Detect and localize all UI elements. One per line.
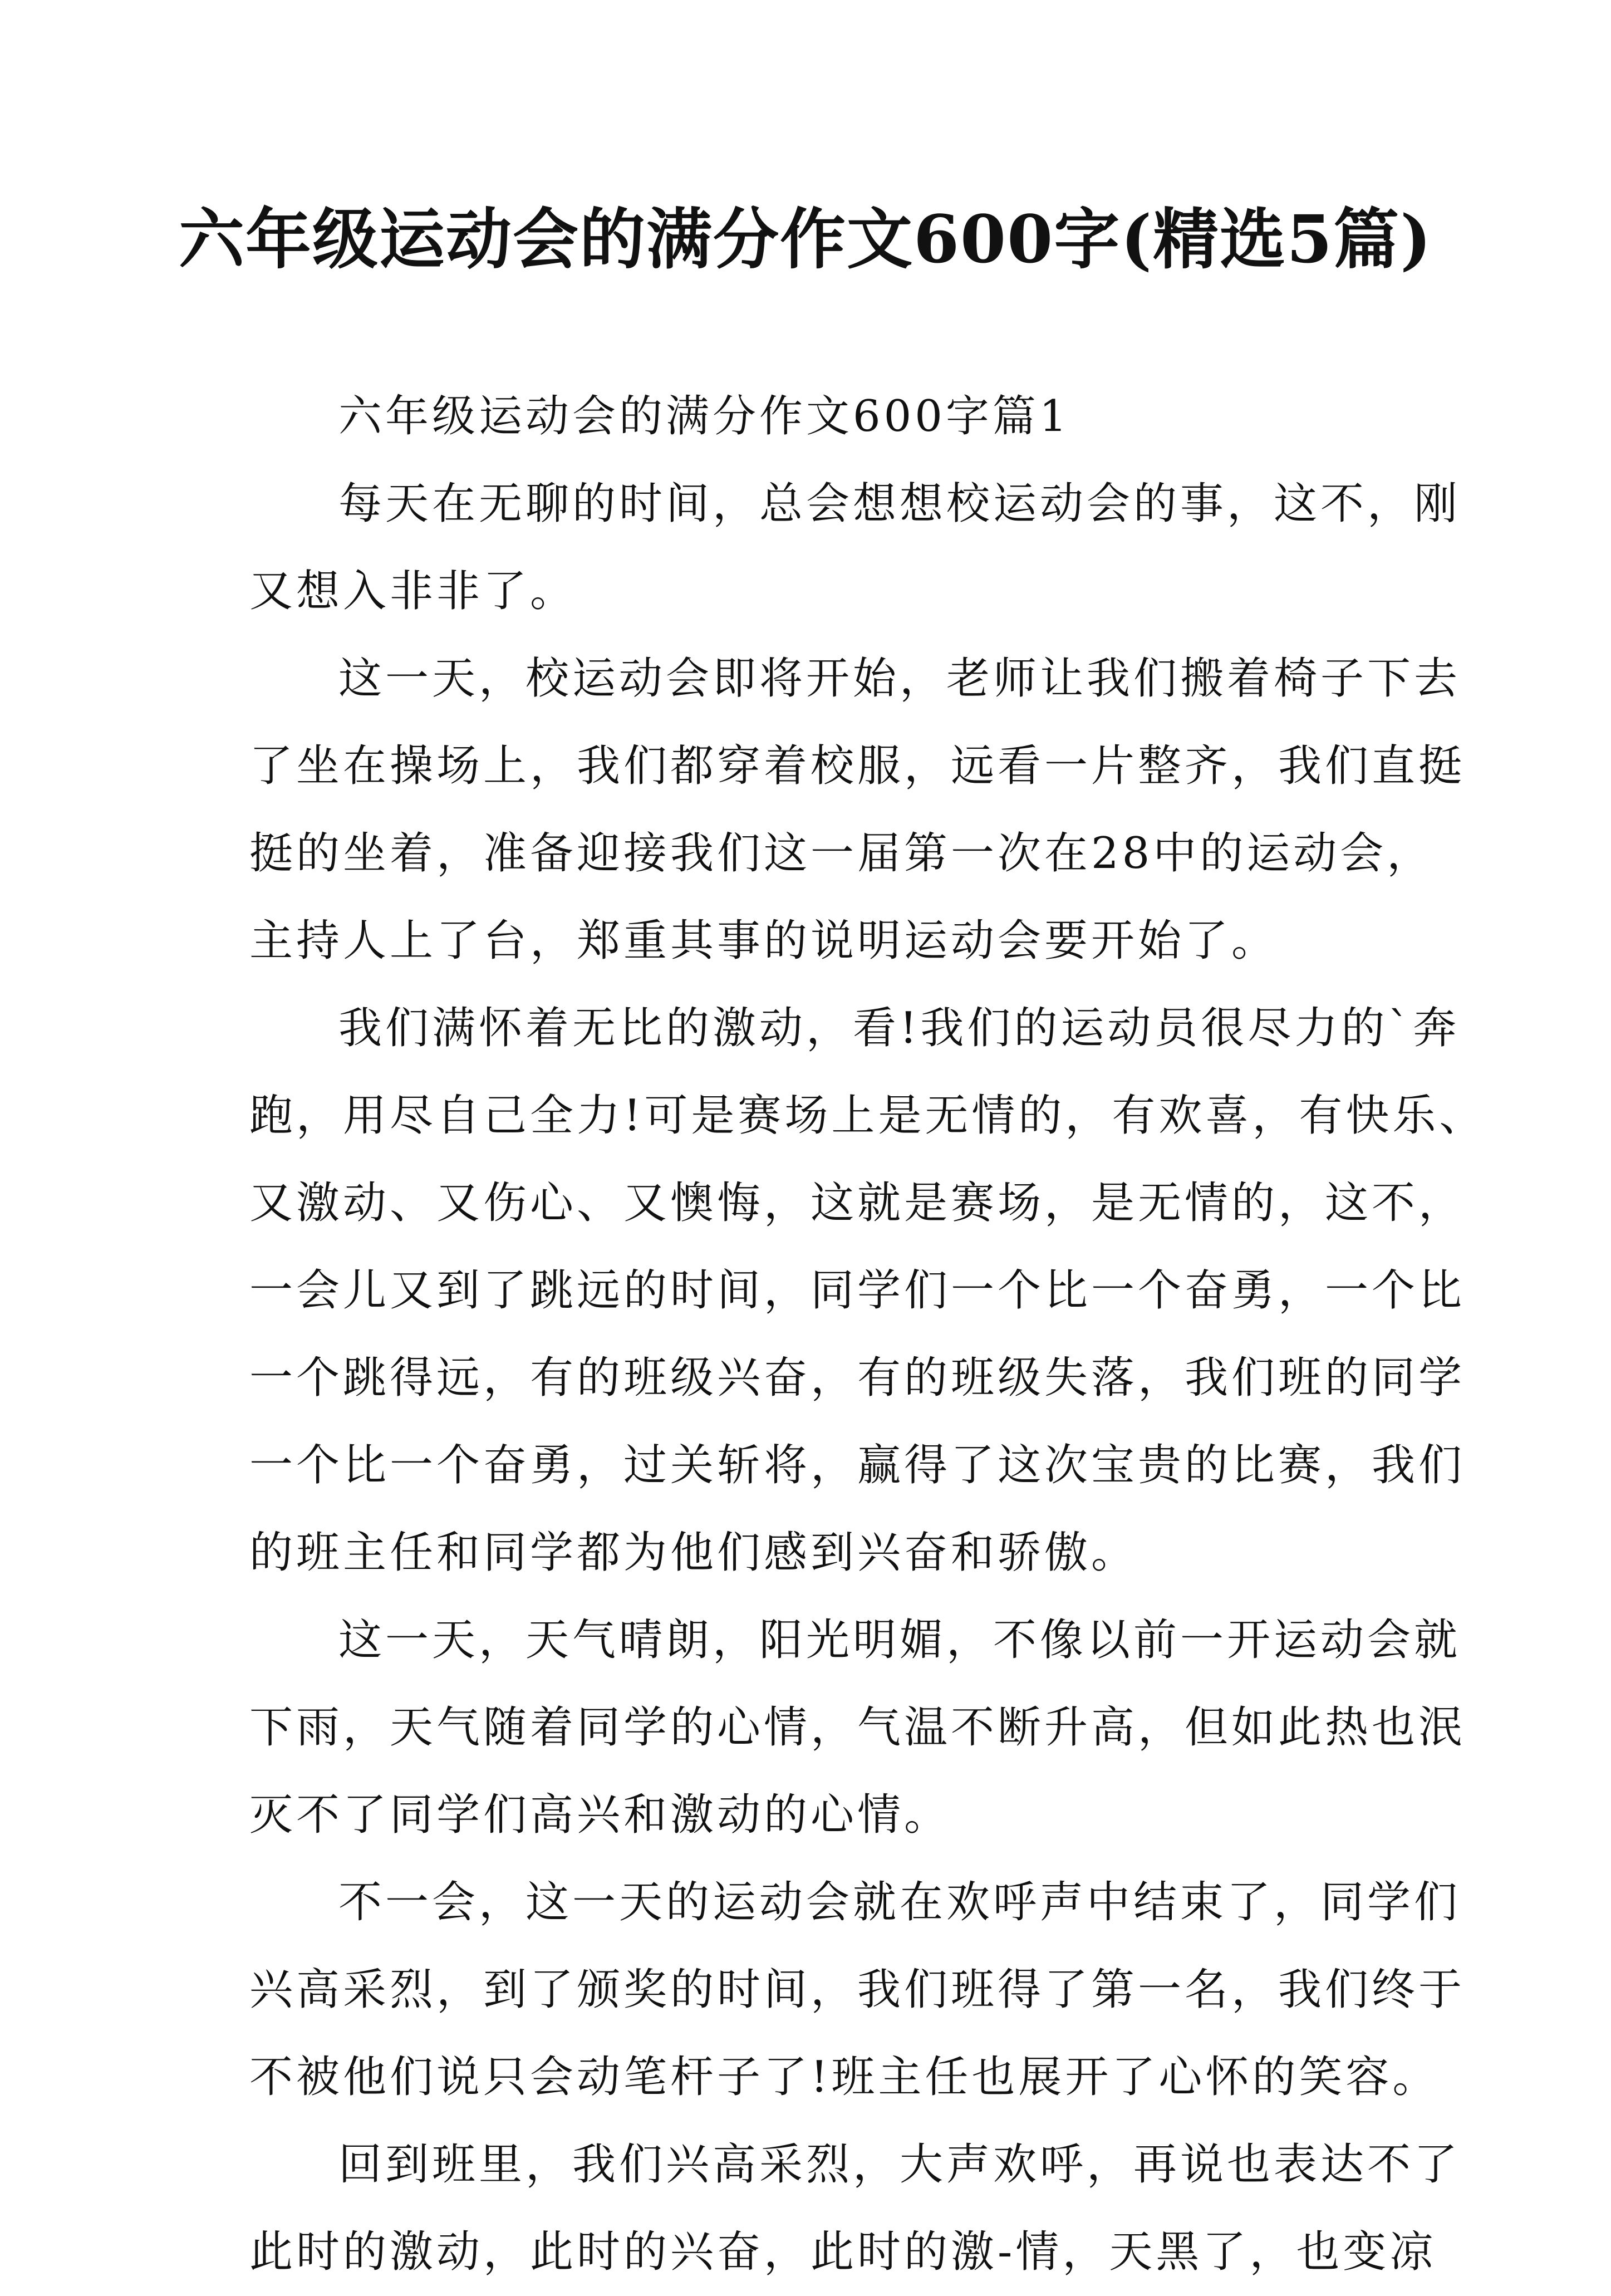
- paragraph-line: 又激动、又伤心、又懊悔，这就是赛场，是无情的，这不，: [249, 1178, 1466, 1228]
- paragraph-line: 一个比一个奋勇，过关斩将，赢得了这次宝贵的比赛，我们: [249, 1440, 1466, 1490]
- paragraph-line: 不一会，这一天的运动会就在欢呼声中结束了，同学们: [338, 1877, 1461, 1927]
- paragraph-line: 主持人上了台，郑重其事的说明运动会要开始了。: [249, 916, 1279, 966]
- paragraph-line: 的班主任和同学都为他们感到兴奋和骄傲。: [249, 1528, 1138, 1578]
- paragraph-line: 不被他们说只会动笔杆子了!班主任也展开了心怀的笑容。: [249, 2052, 1440, 2102]
- paragraph-line: 回到班里，我们兴高采烈，大声欢呼，再说也表达不了: [338, 2140, 1461, 2190]
- paragraph-line: 我们满怀着无比的激动，看!我们的运动员很尽力的`奔: [338, 1003, 1460, 1053]
- paragraph-line: 此时的激动，此时的兴奋，此时的激-情，天黑了，也变凉: [249, 2227, 1437, 2277]
- document-body: [249, 373, 1486, 2296]
- paragraph-line: 一会儿又到了跳远的时间，同学们一个比一个奋勇，一个比: [249, 1265, 1466, 1316]
- paragraph-line: 跑，用尽自己全力!可是赛场上是无情的，有欢喜，有快乐、: [249, 1091, 1486, 1141]
- document-title: 六年级运动会的满分作文600字(精选5篇): [178, 200, 1433, 278]
- section-heading: 六年级运动会的满分作文600字篇1: [338, 391, 1070, 441]
- paragraph-line: 挺的坐着，准备迎接我们这一届第一次在28中的运动会，: [249, 828, 1434, 879]
- paragraph-line: 下雨，天气随着同学的心情，气温不断升高，但如此热也泯: [249, 1703, 1466, 1753]
- paragraph-line: 这一天，天气晴朗，阳光明媚，不像以前一开运动会就: [338, 1615, 1461, 1665]
- paragraph-line: 灭不了同学们高兴和激动的心情。: [249, 1790, 951, 1840]
- paragraph-line: 兴高采烈，到了颁奖的时间，我们班得了第一名，我们终于: [249, 1965, 1466, 2015]
- paragraph-line: 每天在无聊的时间，总会想想校运动会的事，这不，刚: [338, 479, 1461, 529]
- paragraph-line: 又想入非非了。: [249, 566, 577, 616]
- paragraph-line: 这一天，校运动会即将开始，老师让我们搬着椅子下去: [338, 654, 1461, 704]
- paragraph-line: 了坐在操场上，我们都穿着校服，远看一片整齐，我们直挺: [249, 741, 1466, 791]
- paragraph-line: 一个跳得远，有的班级兴奋，有的班级失落，我们班的同学: [249, 1353, 1466, 1403]
